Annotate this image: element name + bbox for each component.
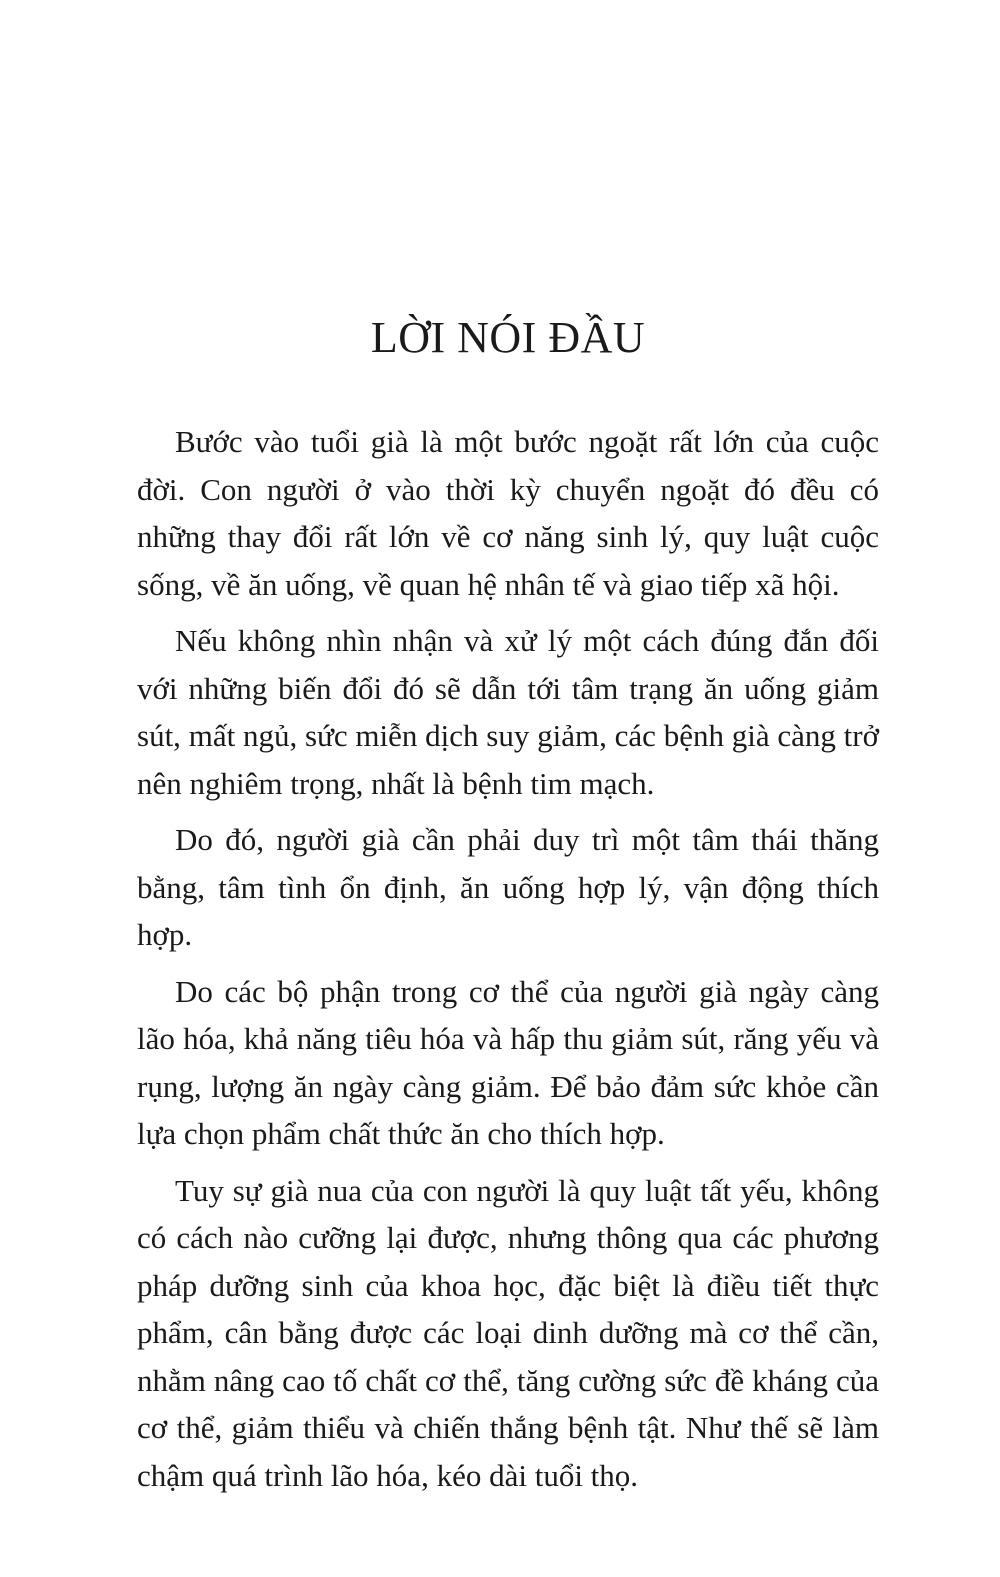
- paragraph-3: Do đó, người già cần phải duy trì một tâm thái thăng bằng, tâm tình ổn định, ăn uống hợp lý, vận động thích hợp.: [137, 822, 879, 952]
- page-title: LỜI NÓI ĐẦU: [370, 313, 646, 362]
- paragraph-2: Nếu không nhìn nhận và xử lý một cách đúng đắn đối với những biến đổi đó sẽ dẫn tới tâm trạng ăn uống giảm sút, mất ngủ, sức miễn dịch suy giảm, các bệnh già càng trở nên nghiêm trọng, nhất là bệnh tim mạch.: [137, 623, 879, 801]
- paragraph-1: Bước vào tuổi già là một bước ngoặt rất lớn của cuộc đời. Con người ở vào thời kỳ chuyển ngoặt đó đều có những thay đổi rất lớn về cơ năng sinh lý, quy luật cuộc sống, về ăn uống, về quan hệ nhân tế và giao tiếp xã hội.: [137, 424, 879, 602]
- paragraph-5: Tuy sự già nua của con người là quy luật tất yếu, không có cách nào cưỡng lại được, nhưng thông qua các phương pháp dưỡng sinh của khoa học, đặc biệt là điều tiết thực phẩm, cân bằng được các loại dinh dưỡng mà cơ thể cần, nhằm nâng cao tố chất cơ thể, tăng cường sức đề kháng của cơ thể, giảm thiểu và chiến thắng bệnh tật. Như thế sẽ làm chậm quá trình lão hóa, kéo dài tuổi thọ.: [137, 1172, 879, 1493]
- paragraph-4: Do các bộ phận trong cơ thể của người già ngày càng lão hóa, khả năng tiêu hóa và hấp thu giảm sút, răng yếu và rụng, lượng ăn ngày càng giảm. Để bảo đảm sức khỏe cần lựa chọn phẩm chất thức ăn cho thích hợp.: [137, 973, 879, 1151]
- body-text: [137, 418, 879, 1508]
